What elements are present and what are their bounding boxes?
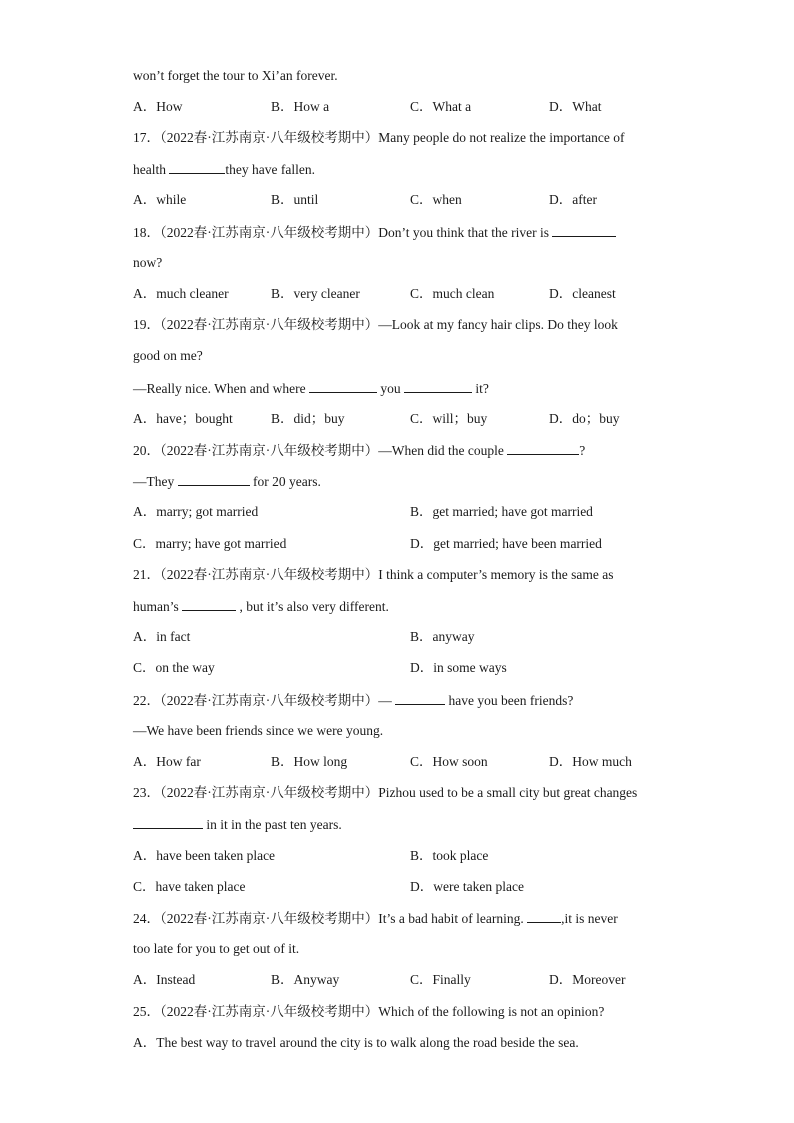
q24-stem	[133, 910, 618, 927]
q19-option-a[interactable]: A．have；bought	[133, 411, 233, 426]
question-text: have you been friends?	[445, 693, 574, 708]
question-source: （2022春·江苏南京·八年级校考期中）	[160, 567, 379, 582]
question-text: —Really nice. When and where	[133, 381, 309, 396]
q22-option-a[interactable]: A．How far	[133, 754, 201, 769]
q19-option-d[interactable]: D．do；buy	[549, 411, 620, 426]
answer-blank[interactable]	[178, 473, 250, 486]
q19-option-b[interactable]: B．did；buy	[271, 411, 345, 426]
q21-stem-line2	[133, 598, 389, 615]
q18-stem-line2: now?	[133, 255, 163, 270]
q18-option-a[interactable]: A．much cleaner	[133, 286, 229, 301]
q18-option-c[interactable]: C．much clean	[410, 286, 495, 301]
q21-option-d[interactable]: D．in some ways	[410, 660, 507, 675]
q18-stem	[133, 224, 616, 241]
q20-stem-line2	[133, 473, 321, 490]
q21-stem	[133, 567, 613, 583]
q23-option-a[interactable]: A．have been taken place	[133, 848, 276, 863]
question-number: 20．	[133, 443, 160, 458]
q22-option-b[interactable]: B．How long	[271, 754, 348, 769]
q19-stem	[133, 317, 618, 333]
question-source: （2022春·江苏南京·八年级校考期中）	[160, 443, 379, 458]
question-number: 25．	[133, 1004, 160, 1019]
q21-option-a[interactable]: A．in fact	[133, 629, 191, 644]
q24-option-b[interactable]: B．Anyway	[271, 972, 340, 987]
question-text: in it in the past ten years.	[203, 817, 342, 832]
question-number: 17．	[133, 130, 160, 145]
question-text: —	[378, 693, 396, 708]
q25-option-a[interactable]: A．The best way to travel around the city is to walk along the road beside the sea.	[133, 1035, 579, 1050]
answer-blank[interactable]	[404, 380, 472, 393]
q22-stem-line2: —We have been friends since we were young.	[133, 723, 384, 738]
q17-option-d[interactable]: D．after	[549, 192, 597, 207]
q17-option-c[interactable]: C．when	[410, 192, 462, 207]
question-number: 21．	[133, 567, 160, 582]
question-text: Pizhou used to be a small city but great changes	[378, 785, 638, 800]
q17-stem-line2	[133, 161, 315, 178]
q23-option-b[interactable]: B．took place	[410, 848, 489, 863]
q16-stem-continuation: won’t forget the tour to Xi’an forever.	[133, 68, 338, 83]
question-text: Don’t you think that the river is	[378, 225, 553, 240]
q16-option-d[interactable]: D．What	[549, 99, 602, 114]
question-text: it?	[471, 381, 489, 396]
q21-option-c[interactable]: C．on the way	[133, 660, 215, 675]
q24-option-c[interactable]: C．Finally	[410, 972, 471, 987]
question-source: （2022春·江苏南京·八年级校考期中）	[160, 1004, 379, 1019]
q25-stem	[133, 1004, 604, 1020]
q23-option-c[interactable]: C．have taken place	[133, 879, 246, 894]
q24-stem-line2: too late for you to get out of it.	[133, 941, 300, 956]
question-source: （2022春·江苏南京·八年级校考期中）	[160, 317, 379, 332]
q18-option-b[interactable]: B．very cleaner	[271, 286, 360, 301]
question-text: health	[133, 162, 170, 177]
question-text: they have fallen.	[225, 162, 315, 177]
question-text: , but it’s also very different.	[236, 599, 389, 614]
q17-option-a[interactable]: A．while	[133, 192, 187, 207]
q21-option-b[interactable]: B．anyway	[410, 629, 475, 644]
q19-stem-line3	[133, 380, 489, 397]
q16-option-b[interactable]: B．How a	[271, 99, 330, 114]
q20-option-a[interactable]: A．marry; got married	[133, 504, 259, 519]
q24-option-d[interactable]: D．Moreover	[549, 972, 626, 987]
question-text: —They	[133, 474, 178, 489]
answer-blank[interactable]	[527, 910, 561, 923]
question-source: （2022春·江苏南京·八年级校考期中）	[160, 785, 379, 800]
question-number: 24．	[133, 911, 160, 926]
q16-option-a[interactable]: A．How	[133, 99, 183, 114]
question-number: 23．	[133, 785, 160, 800]
q24-option-a[interactable]: A．Instead	[133, 972, 196, 987]
q23-option-d[interactable]: D．were taken place	[410, 879, 524, 894]
q23-stem-line2	[133, 816, 342, 833]
q19-option-c[interactable]: C．will；buy	[410, 411, 488, 426]
question-source: （2022春·江苏南京·八年级校考期中）	[160, 693, 379, 708]
question-text: ?	[579, 443, 586, 458]
question-source: （2022春·江苏南京·八年级校考期中）	[160, 130, 379, 145]
answer-blank[interactable]	[507, 442, 579, 455]
q22-stem	[133, 692, 573, 709]
q20-option-b[interactable]: B．get married; have got married	[410, 504, 593, 519]
answer-blank[interactable]	[133, 816, 203, 829]
q20-stem	[133, 442, 585, 459]
answer-blank[interactable]	[169, 161, 225, 174]
question-text: —Look at my fancy hair clips. Do they look	[378, 317, 618, 332]
question-text: ,it is never	[561, 911, 618, 926]
question-text: I think a computer’s memory is the same as	[378, 567, 614, 582]
question-text: Many people do not realize the importance of	[378, 130, 625, 145]
question-number: 19．	[133, 317, 160, 332]
answer-blank[interactable]	[309, 380, 377, 393]
q17-option-b[interactable]: B．until	[271, 192, 319, 207]
question-source: （2022春·江苏南京·八年级校考期中）	[160, 225, 379, 240]
q18-option-d[interactable]: D．cleanest	[549, 286, 616, 301]
question-text: It’s a bad habit of learning.	[378, 911, 528, 926]
q17-stem	[133, 130, 625, 146]
q23-stem	[133, 785, 637, 801]
question-text: Which of the following is not an opinion?	[378, 1004, 605, 1019]
q20-option-d[interactable]: D．get married; have been married	[410, 536, 602, 551]
q22-option-d[interactable]: D．How much	[549, 754, 632, 769]
question-text: for 20 years.	[249, 474, 321, 489]
question-text: —When did the couple	[378, 443, 508, 458]
question-number: 18．	[133, 225, 160, 240]
question-source: （2022春·江苏南京·八年级校考期中）	[160, 911, 379, 926]
answer-blank[interactable]	[552, 224, 616, 237]
question-text: you	[376, 381, 404, 396]
q19-stem-line2: good on me?	[133, 348, 203, 363]
q22-option-c[interactable]: C．How soon	[410, 754, 488, 769]
answer-blank[interactable]	[395, 692, 445, 705]
q20-option-c[interactable]: C．marry; have got married	[133, 536, 287, 551]
answer-blank[interactable]	[182, 598, 236, 611]
q16-option-c[interactable]: C．What a	[410, 99, 472, 114]
question-text: human’s	[133, 599, 183, 614]
question-number: 22．	[133, 693, 160, 708]
